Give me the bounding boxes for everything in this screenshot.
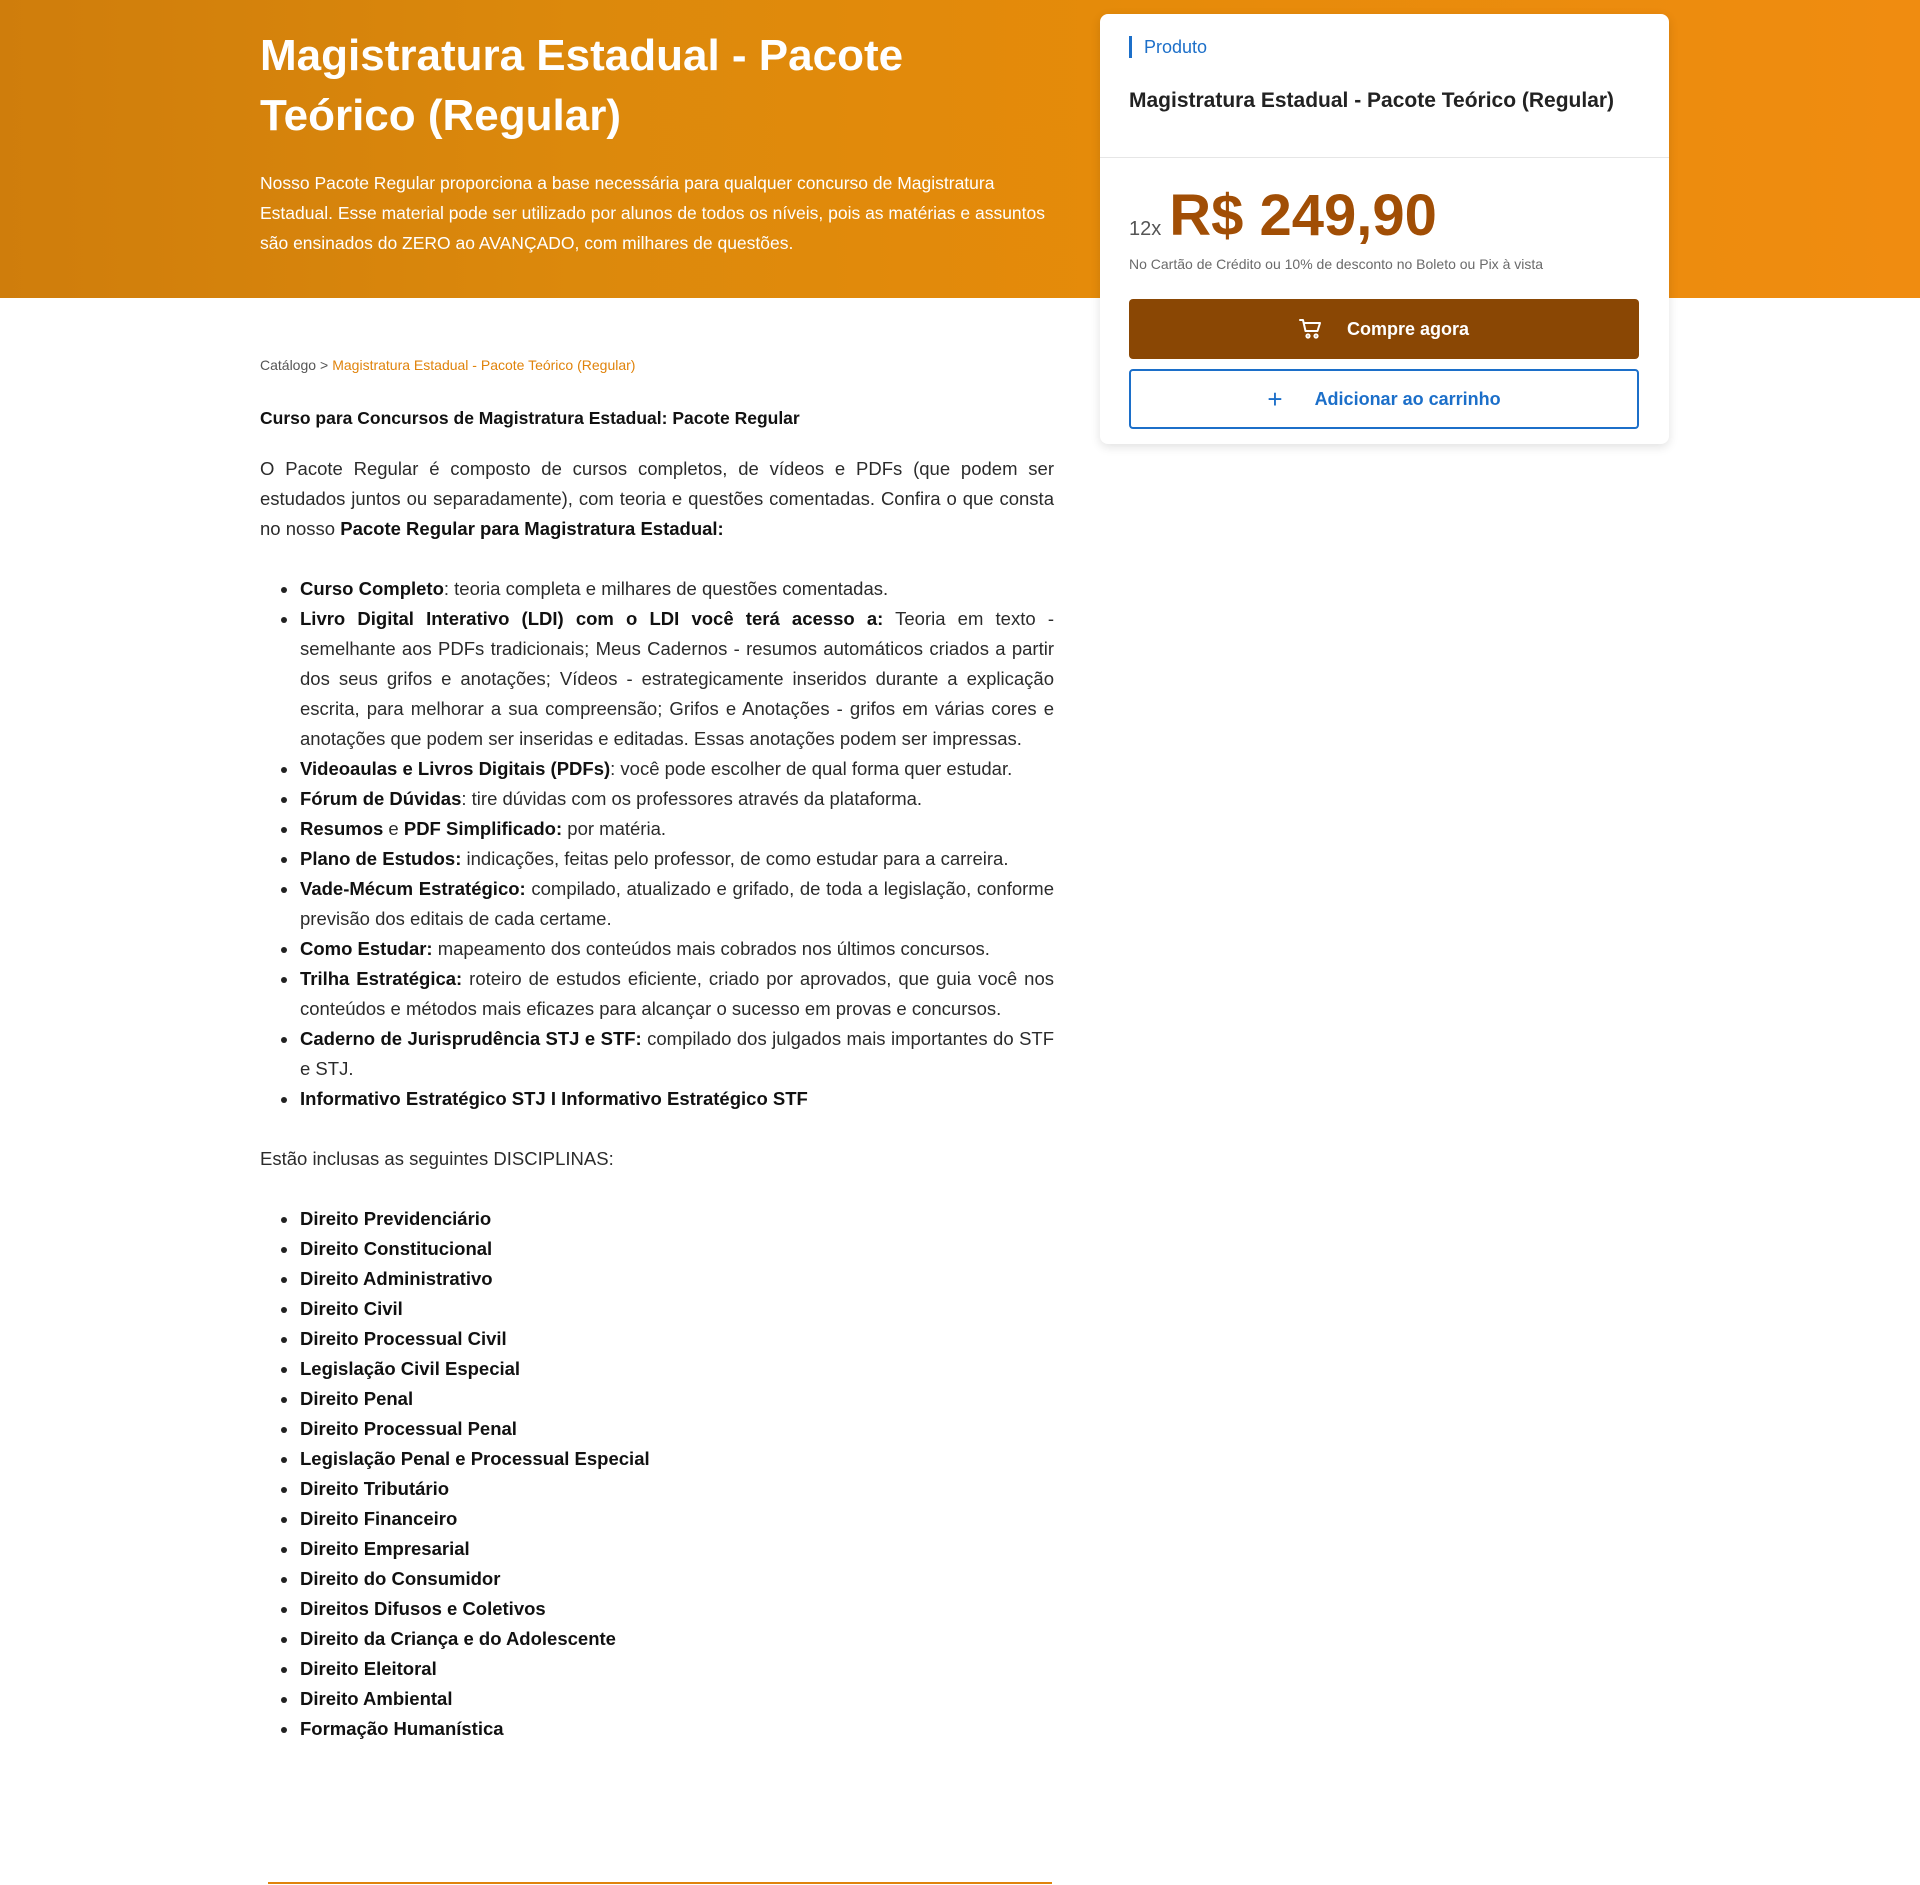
discipline-item: Direito Administrativo [300,1264,1054,1294]
breadcrumb-current[interactable]: Magistratura Estadual - Pacote Teórico (Regular) [332,357,636,373]
purchase-card [1100,14,1669,444]
intro-bold: Pacote Regular para Magistratura Estadual: [340,518,724,539]
add-to-cart-button[interactable] [1129,369,1639,429]
discipline-item: Direito Processual Civil [300,1324,1054,1354]
breadcrumb [260,357,635,373]
buy-now-label: Compre agora [1346,318,1470,339]
discipline-item: Direito Constitucional [300,1234,1054,1264]
discipline-item: Direito Eleitoral [300,1654,1054,1684]
intro-paragraph [260,454,1054,544]
page-title: Magistratura Estadual - Pacote Teórico (Regular) [260,31,904,140]
feature-title: Livro Digital Interativo (LDI) com o LDI você terá acesso a: [300,608,884,629]
feature-text: : você pode escolher de qual forma quer estudar. [610,758,1013,779]
feature-title: Vade-Mécum Estratégico: [300,878,526,899]
discipline-item: Direitos Difusos e Coletivos [300,1594,1054,1624]
feature-title: Trilha Estratégica: [300,968,463,989]
payment-note: No Cartão de Crédito ou 10% de desconto no Boleto ou Pix à vista [1129,256,1544,272]
feature-text: compilado, atualizado e grifado, de toda a legislação, conforme previsão dos editais de cada certame. [300,878,1055,929]
disciplines-list [260,1204,1054,1744]
discipline-item: Direito Previdenciário [300,1204,1054,1234]
price-value: R$ 249,90 [1169,183,1437,248]
feature-title: Curso Completo [300,578,444,599]
discipline-item: Direito Tributário [300,1474,1054,1504]
list-item [300,574,1054,604]
card-divider [1100,157,1669,158]
feature-text: mapeamento dos conteúdos mais cobrados nos últimos concursos. [432,938,990,959]
product-title: Magistratura Estadual - Pacote Teórico (Regular) [1129,89,1615,112]
feature-text: indicações, feitas pelo professor, de como estudar para a carreira. [461,848,1009,869]
list-item [300,784,1054,814]
feature-text: : teoria completa e milhares de questões comentadas. [443,578,889,599]
feature-title: Fórum de Dúvidas [300,788,462,809]
hero-description: Nosso Pacote Regular proporciona a base necessária para qualquer concurso de Magistratura Estadual. Esse material pode ser utilizado por alunos de todos os níveis, pois as matérias e assuntos são ensinados do ZERO ao AVANÇADO, com milhares de questões. [260,173,1046,253]
feature-title: Plano de Estudos: [300,848,462,869]
feature-text: por matéria. [562,818,667,839]
feature-text: compilado dos julgados mais importantes do STF e STJ. [300,1028,1055,1079]
list-item [300,964,1054,1024]
discipline-item: Legislação Penal e Processual Especial [300,1444,1054,1474]
discipline-item: Direito Civil [300,1294,1054,1324]
list-item [300,1024,1054,1084]
discipline-item: Direito do Consumidor [300,1564,1054,1594]
feature-title: Como Estudar: [300,938,433,959]
installments-count: 12x [1129,218,1162,240]
buy-now-button[interactable] [1129,299,1639,359]
feature-text: Teoria em texto - semelhante aos PDFs tradicionais; Meus Cadernos - resumos automáticos criados a partir dos seus grifos e anotações; Vídeos - estrategicamente inseridos durante a explicação escrita, para melhorar a sua compreensão; Grifos e Anotações - grifos em várias cores e anotações que podem ser inseridas e editadas. Essas anotações podem ser impressas. [300,608,1054,749]
features-list [260,574,1054,1114]
breadcrumb-separator: > [320,357,329,373]
price-line [1129,182,1437,249]
feature-title: PDF Simplificado: [403,818,563,839]
discipline-item: Direito da Criança e do Adolescente [300,1624,1054,1654]
feature-text: e [383,818,404,839]
intro-text: O Pacote Regular é composto de cursos completos, de vídeos e PDFs (que podem ser estudados juntos ou separadamente), com teoria e questões comentadas. Confira o que consta no nosso [260,458,1054,539]
feature-text: : tire dúvidas com os professores através da plataforma. [461,788,923,809]
discipline-item: Legislação Civil Especial [300,1354,1054,1384]
list-item [300,844,1054,874]
disciplines-intro: Estão inclusas as seguintes DISCIPLINAS: [260,1148,614,1169]
list-item [300,934,1054,964]
discipline-item: Direito Empresarial [300,1534,1054,1564]
feature-title: Informativo Estratégico STJ I Informativo Estratégico STF [300,1088,808,1109]
discipline-item: Direito Ambiental [300,1684,1054,1714]
feature-title: Videoaulas e Livros Digitais (PDFs) [300,758,611,779]
breadcrumb-catalog-link[interactable]: Catálogo [260,357,317,373]
list-item [300,874,1054,934]
discipline-item: Formação Humanística [300,1714,1054,1744]
feature-title: Caderno de Jurisprudência STJ e STF: [300,1028,642,1049]
list-item [300,814,1054,844]
product-description [260,403,1054,1774]
list-item [300,1084,1054,1114]
cart-icon [1299,318,1323,340]
feature-text: roteiro de estudos eficiente, criado por aprovados, que guia você nos conteúdos e métodos mais eficazes para alcançar o sucesso em provas e concursos. [300,968,1054,1019]
feature-title: Resumos [300,818,384,839]
content-heading: Curso para Concursos de Magistratura Estadual: Pacote Regular [260,408,800,428]
product-label: Produto [1129,36,1207,58]
plus-icon: + [1267,384,1283,414]
discipline-item: Direito Processual Penal [300,1414,1054,1444]
content-bottom-divider [268,1882,1052,1884]
list-item [300,604,1054,754]
list-item [300,754,1054,784]
discipline-item: Direito Financeiro [300,1504,1054,1534]
discipline-item: Direito Penal [300,1384,1054,1414]
add-to-cart-label: Adicionar ao carrinho [1314,388,1501,409]
